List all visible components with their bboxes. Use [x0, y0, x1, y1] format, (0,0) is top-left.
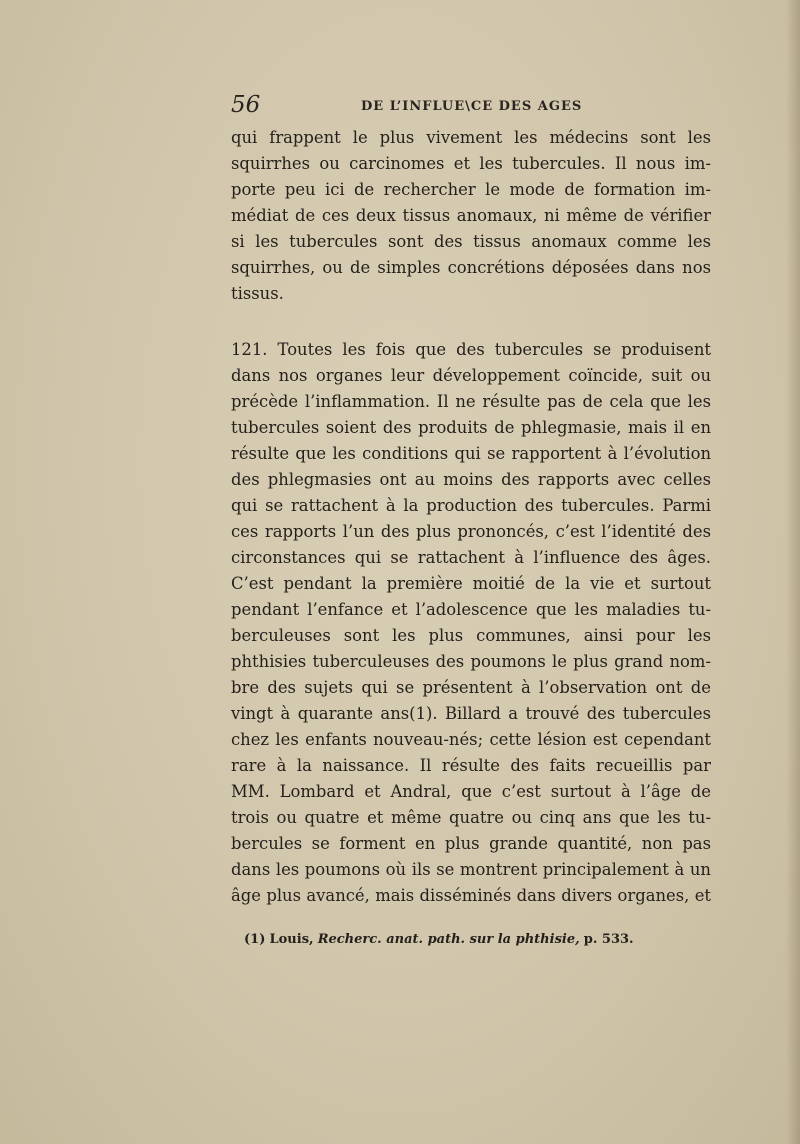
page-number: 56: [231, 92, 261, 118]
text-line: pendant l’enfance et l’adolescence que les maladies tu-: [231, 600, 711, 619]
footnote-page-ref: p. 533.: [583, 932, 634, 947]
page-edge-shadow: [786, 0, 800, 1144]
text-line: squirrhes ou carcinomes et les tubercules. Il nous im-: [231, 154, 711, 173]
text-line: porte peu ici de rechercher le mode de formation im-: [231, 180, 711, 199]
footnote-work-title: Recherc. anat. path. sur la phthisie,: [317, 932, 580, 947]
text-line: bercules se forment en plus grande quantité, non pas: [231, 834, 711, 853]
text-line: vingt à quarante ans(1). Billard a trouvé des tubercules: [231, 704, 711, 723]
text-line: bre des sujets qui se présentent à l’observation ont de: [231, 678, 711, 697]
text-line: tubercules soient des produits de phlegmasie, mais il en: [231, 418, 711, 437]
text-line: rare à la naissance. Il résulte des faits recueillis par: [231, 756, 711, 775]
text-line: MM. Lombard et Andral, que c’est surtout à l’âge de: [231, 782, 711, 801]
text-line: circonstances qui se rattachent à l’influence des âges.: [231, 548, 711, 567]
text-line: berculeuses sont les plus communes, ainsi pour les: [231, 626, 711, 645]
footnote-mark: (1): [244, 932, 266, 947]
text-line: dans nos organes leur développement coïncide, suit ou: [231, 366, 711, 385]
text-line: C’est pendant la première moitié de la vie et surtout: [231, 574, 711, 593]
text-line: qui se rattachent à la production des tubercules. Parmi: [231, 496, 711, 515]
footnote: [244, 932, 704, 947]
body-text: [231, 125, 711, 909]
text-line: âge plus avancé, mais disséminés dans divers organes, et: [231, 886, 711, 905]
text-line: si les tubercules sont des tissus anomaux comme les: [231, 232, 711, 251]
text-line: précède l’inflammation. Il ne résulte pas de cela que les: [231, 392, 711, 411]
text-line: trois ou quatre et même quatre ou cinq ans que les tu-: [231, 808, 711, 827]
text-line: dans les poumons où ils se montrent principalement à un: [231, 860, 711, 879]
footnote-author: Louis,: [269, 932, 314, 947]
paragraph-gap: [231, 307, 711, 337]
text-line: résulte que les conditions qui se rapportent à l’évolution: [231, 444, 711, 463]
text-line: tissus.: [231, 284, 284, 303]
text-line: chez les enfants nouveau-nés; cette lésion est cependant: [231, 730, 711, 749]
text-line: phthisies tuberculeuses des poumons le plus grand nom-: [231, 652, 711, 671]
text-line: ces rapports l’un des plus prononcés, c’est l’identité des: [231, 522, 711, 541]
running-title: DE L’INFLUE\CE DES AGES: [361, 99, 583, 114]
running-head: [231, 92, 711, 122]
text-line: 121. Toutes les fois que des tubercules se produisent: [231, 340, 711, 359]
text-line: qui frappent le plus vivement les médecins sont les: [231, 128, 711, 147]
text-line: squirrhes, ou de simples concrétions déposées dans nos: [231, 258, 711, 277]
text-line: médiat de ces deux tissus anomaux, ni même de vérifier: [231, 206, 711, 225]
text-line: des phlegmasies ont au moins des rapports avec celles: [231, 470, 711, 489]
